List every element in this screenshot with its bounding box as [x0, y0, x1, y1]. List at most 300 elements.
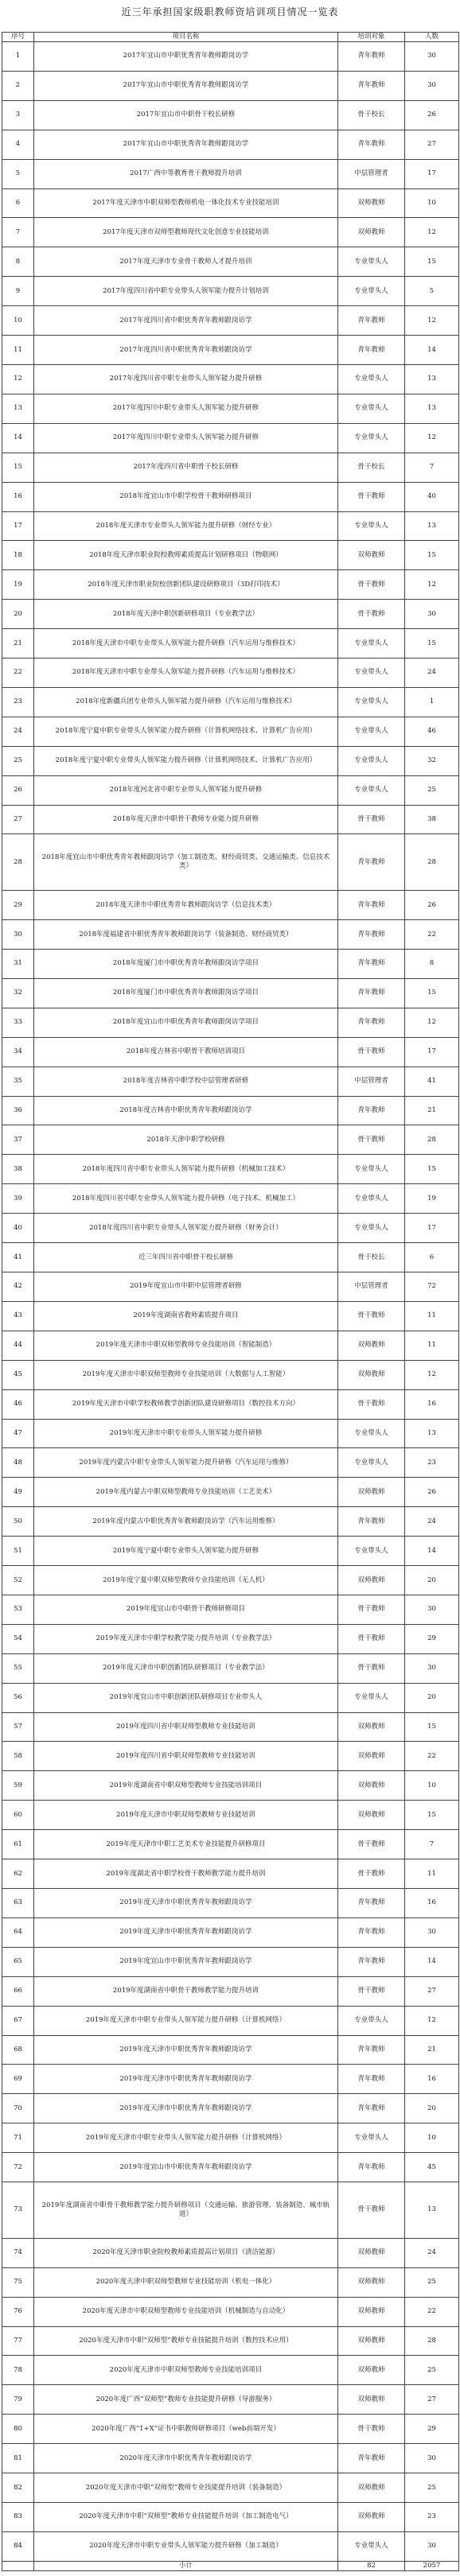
row-project-name: 2019年度天津市中职专业带头人领军能力提升研修	[34, 1419, 338, 1448]
row-count: 12	[405, 1008, 459, 1037]
row-count: 20	[405, 2094, 459, 2123]
row-count: 22	[405, 1742, 459, 1771]
row-count: 12	[405, 423, 459, 453]
table-row	[2, 1155, 459, 1184]
row-target: 青年教师	[338, 2094, 405, 2123]
row-count: 25	[405, 2473, 459, 2503]
footer-label: 小计	[34, 2562, 338, 2571]
row-target: 双师教师	[338, 2385, 405, 2415]
row-target: 骨干教师	[338, 570, 405, 600]
header-no: 序号	[2, 33, 34, 42]
row-no: 19	[2, 570, 34, 600]
row-no: 1	[2, 42, 34, 72]
row-no: 54	[2, 1624, 34, 1653]
row-no: 46	[2, 1389, 34, 1419]
table-row	[2, 2297, 459, 2326]
row-count: 8	[405, 950, 459, 979]
row-project-name: 2018年度吉林省中职优秀青年教师跟岗访学	[34, 1096, 338, 1125]
row-project-name: 2020年度天津中职双师型教师专业技能培训（机电一体化）	[34, 2267, 338, 2297]
row-project-name: 2019年度湖南省教师素质提升项目	[34, 1301, 338, 1331]
row-project-name: 2019年度宜山市中职中层管理者研修	[34, 1272, 338, 1301]
row-target: 青年教师	[338, 950, 405, 979]
row-project-name: 2018年度厦门市中职优秀青年教师跟岗访学项目	[34, 950, 338, 979]
row-count: 14	[405, 1947, 459, 1976]
row-count: 21	[405, 1096, 459, 1125]
row-no: 78	[2, 2356, 34, 2385]
row-target: 专业带头人	[338, 1448, 405, 1478]
row-project-name: 2018年度天津市专业带头人领军能力提升研修（财经专业）	[34, 511, 338, 541]
row-project-name: 2020年度天津市中职优秀青年教师跟岗访学	[34, 2444, 338, 2473]
row-project-name: 近三年四川省中职骨干校长研修	[34, 1243, 338, 1272]
row-count: 11	[405, 1331, 459, 1360]
row-no: 48	[2, 1448, 34, 1478]
row-project-name: 2020年度天津市中职“双师型”教师专业技能提升培训（数控技术应用）	[34, 2326, 338, 2356]
row-project-name: 2018年度宜山市中职学校骨干教师研修项目	[34, 482, 338, 511]
document-title: 近三年承担国家级职教师资培训项目情况一览表	[121, 6, 339, 17]
row-count: 15	[405, 1155, 459, 1184]
row-target: 青年教师	[338, 2065, 405, 2094]
row-no: 29	[2, 891, 34, 920]
row-no: 25	[2, 746, 34, 775]
table-row	[2, 805, 459, 834]
table-row	[2, 2182, 459, 2239]
row-project-name: 2020年度天津市中职双师型教师专业技能培训（机械制造与自动化）	[34, 2297, 338, 2326]
table-row	[2, 453, 459, 482]
row-target: 骨干教师	[338, 482, 405, 511]
row-project-name: 2020年度天津市中职双师型教师专业技能培训项目	[34, 2356, 338, 2385]
row-target: 青年教师	[338, 306, 405, 336]
row-count: 10	[405, 188, 459, 218]
row-target: 中层管理者	[338, 1067, 405, 1096]
row-no: 10	[2, 306, 34, 336]
row-no: 13	[2, 394, 34, 423]
header-target: 培训对象	[338, 33, 405, 42]
row-count: 25	[405, 775, 459, 805]
table-row	[2, 629, 459, 659]
row-no: 3	[2, 100, 34, 130]
row-project-name: 2018年度天津市中职骨干教师专业能力提升研修	[34, 805, 338, 834]
footer-people-total: 2057	[405, 2562, 459, 2571]
row-target: 中层管理者	[338, 1272, 405, 1301]
row-no: 27	[2, 805, 34, 834]
row-no: 80	[2, 2415, 34, 2444]
row-project-name: 2019年度内蒙古中职优秀青年教师跟岗访学（汽车运用维修）	[34, 1507, 338, 1537]
row-no: 23	[2, 687, 34, 717]
row-project-name: 2019年度宁夏中职专业带头人领军能力提升研修	[34, 1537, 338, 1566]
row-no: 61	[2, 1830, 34, 1859]
row-target: 青年教师	[338, 130, 405, 159]
row-count: 15	[405, 978, 459, 1008]
row-no: 53	[2, 1595, 34, 1624]
row-no: 35	[2, 1067, 34, 1096]
row-target: 双师教师	[338, 188, 405, 218]
row-target: 骨干教师	[338, 1653, 405, 1683]
table-row	[2, 2035, 459, 2065]
row-count: 7	[405, 453, 459, 482]
row-target: 专业带头人	[338, 2531, 405, 2561]
row-project-name: 2017年宜山市中职骨干校长研修	[34, 100, 338, 130]
row-no: 18	[2, 541, 34, 570]
table-row	[2, 482, 459, 511]
row-count: 6	[405, 1243, 459, 1272]
row-count: 30	[405, 1917, 459, 1947]
row-project-name: 2019年度天津市中职优秀青年教师跟岗访学	[34, 2065, 338, 2094]
row-target: 专业带头人	[338, 717, 405, 746]
row-no: 41	[2, 1243, 34, 1272]
row-no: 58	[2, 1742, 34, 1771]
row-project-name: 2018年度新疆兵团专业带头人领军能力提升研修（汽车运用与维修技术）	[34, 687, 338, 717]
row-project-name: 2019年度天津市中职双师型教师专业技能培训	[34, 1801, 338, 1830]
row-count: 16	[405, 2065, 459, 2094]
table-row	[2, 1125, 459, 1155]
footer-project-total: 82	[338, 2562, 405, 2571]
table-row	[2, 891, 459, 920]
row-count: 21	[405, 2035, 459, 2065]
table-row	[2, 159, 459, 188]
row-project-name: 2019年度天津市中职专业带头人领军能力提升研修（计算机网络）	[34, 2123, 338, 2153]
row-count: 29	[405, 2415, 459, 2444]
row-no: 69	[2, 2065, 34, 2094]
row-project-name: 2018年度宁夏中职专业带头人领军能力提升研修（计算机网络技术、计算机广告应用）	[34, 717, 338, 746]
row-target: 专业带头人	[338, 1155, 405, 1184]
row-project-name: 2019年度天津市中职优秀青年教师跟岗访学	[34, 2035, 338, 2065]
row-project-name: 2019年度湖南省中职骨干教师教学能力提升研修项目（交通运输、旅游管理、装备制造、城市轨道）	[34, 2182, 338, 2239]
row-target: 双师教师	[338, 1331, 405, 1360]
table-row	[2, 659, 459, 688]
row-target: 专业带头人	[338, 2123, 405, 2153]
row-target: 双师教师	[338, 2326, 405, 2356]
row-count: 27	[405, 130, 459, 159]
table-row	[2, 2502, 459, 2531]
row-count: 30	[405, 1653, 459, 1683]
row-project-name: 2018年度福建省中职优秀青年教师跟岗访学（装备制造、财经商贸类）	[34, 920, 338, 950]
row-no: 37	[2, 1125, 34, 1155]
row-project-name: 2019年度湖北省中职学校骨干教师教学能力提升培训	[34, 1859, 338, 1889]
table-row	[2, 394, 459, 423]
row-no: 47	[2, 1419, 34, 1448]
table-row	[2, 600, 459, 629]
row-no: 2	[2, 71, 34, 100]
row-count: 13	[405, 1419, 459, 1448]
row-no: 7	[2, 218, 34, 247]
row-target: 骨干教师	[338, 2415, 405, 2444]
row-no: 82	[2, 2473, 34, 2503]
table-row	[2, 717, 459, 746]
table-row	[2, 364, 459, 394]
row-count: 27	[405, 1976, 459, 2006]
row-project-name: 2017年度天津市双师型教师现代文化创意专业技能培训	[34, 218, 338, 247]
row-count: 28	[405, 2326, 459, 2356]
row-count: 14	[405, 1537, 459, 1566]
table-row	[2, 2385, 459, 2415]
row-target: 专业带头人	[338, 687, 405, 717]
table-row	[2, 1478, 459, 1507]
table-row	[2, 1712, 459, 1742]
row-count: 45	[405, 2153, 459, 2182]
row-count: 12	[405, 306, 459, 336]
row-project-name: 2020年度广西“双师型”教师专业技能提升研修（导游服务）	[34, 2385, 338, 2415]
row-count: 15	[405, 1801, 459, 1830]
row-target: 骨干教师	[338, 805, 405, 834]
row-count: 19	[405, 1184, 459, 1214]
table-row	[2, 1008, 459, 1037]
table-row	[2, 100, 459, 130]
row-count: 16	[405, 1889, 459, 1918]
row-target: 骨干教师	[338, 1830, 405, 1859]
row-project-name: 2019年度宜山市中职骨干教师研修项目	[34, 1595, 338, 1624]
row-project-name: 2017年度四川中职专业带头人领军能力提升研修	[34, 423, 338, 453]
row-target: 骨干教师	[338, 1301, 405, 1331]
row-target: 青年教师	[338, 920, 405, 950]
row-count: 24	[405, 1507, 459, 1537]
row-target: 双师教师	[338, 1742, 405, 1771]
row-project-name: 2017年度四川省中职专业带头人领军能力提升计划培训	[34, 277, 338, 306]
row-no: 50	[2, 1507, 34, 1537]
row-no: 42	[2, 1272, 34, 1301]
row-no: 59	[2, 1771, 34, 1801]
row-no: 52	[2, 1566, 34, 1595]
table-row	[2, 130, 459, 159]
row-target: 青年教师	[338, 2035, 405, 2065]
row-target: 青年教师	[338, 71, 405, 100]
row-count: 26	[405, 1478, 459, 1507]
row-no: 73	[2, 2182, 34, 2239]
row-count: 15	[405, 247, 459, 277]
row-no: 49	[2, 1478, 34, 1507]
row-target: 中层管理者	[338, 159, 405, 188]
table-row	[2, 1595, 459, 1624]
row-project-name: 2019年度内蒙古中职专业带头人领军能力提升研修（汽车运用与维修）	[34, 1448, 338, 1478]
row-target: 青年教师	[338, 834, 405, 891]
row-no: 32	[2, 978, 34, 1008]
row-project-name: 2019年度天津市中职创新团队研修项目（专业教学法）	[34, 1653, 338, 1683]
row-target: 双师教师	[338, 2502, 405, 2531]
table-row	[2, 1771, 459, 1801]
table-row	[2, 1096, 459, 1125]
table-row	[2, 1917, 459, 1947]
row-target: 双师教师	[338, 2297, 405, 2326]
table-row	[2, 2123, 459, 2153]
row-no: 38	[2, 1155, 34, 1184]
row-count: 25	[405, 2356, 459, 2385]
table-row	[2, 306, 459, 336]
row-count: 22	[405, 920, 459, 950]
row-count: 13	[405, 364, 459, 394]
row-count: 28	[405, 834, 459, 891]
row-target: 专业带头人	[338, 659, 405, 688]
row-count: 13	[405, 511, 459, 541]
row-project-name: 2018年度四川省中职专业带头人领军能力提升研修（财务会计）	[34, 1214, 338, 1243]
row-target: 双师教师	[338, 1801, 405, 1830]
table-row	[2, 1947, 459, 1976]
row-project-name: 2018年度天津市中职专业带头人领军能力提升研修（汽车运用与维修技术）	[34, 629, 338, 659]
row-no: 63	[2, 1889, 34, 1918]
row-project-name: 2019年度天津市中职优秀青年教师跟岗访学	[34, 1889, 338, 1918]
row-count: 17	[405, 159, 459, 188]
table-row	[2, 1243, 459, 1272]
row-project-name: 2018年度吉林省中职骨干教师培训项目	[34, 1037, 338, 1067]
row-count: 11	[405, 1859, 459, 1889]
row-target: 骨干教师	[338, 1976, 405, 2006]
row-count: 23	[405, 1448, 459, 1478]
row-no: 15	[2, 453, 34, 482]
row-no: 14	[2, 423, 34, 453]
footer-no	[2, 2562, 34, 2571]
row-target: 专业带头人	[338, 1537, 405, 1566]
row-count: 28	[405, 1125, 459, 1155]
row-target: 骨干教师	[338, 1859, 405, 1889]
row-no: 77	[2, 2326, 34, 2356]
table-row	[2, 1653, 459, 1683]
row-count: 32	[405, 746, 459, 775]
row-target: 骨干教师	[338, 1595, 405, 1624]
row-no: 40	[2, 1214, 34, 1243]
row-no: 12	[2, 364, 34, 394]
row-count: 30	[405, 1595, 459, 1624]
header-count: 人数	[405, 33, 459, 42]
row-target: 骨干教师	[338, 2182, 405, 2239]
table-row	[2, 2326, 459, 2356]
table-row	[2, 687, 459, 717]
row-count: 15	[405, 629, 459, 659]
row-project-name: 2018年度宜山市中职优秀青年教师跟岗访学（加工制造类、财经商贸类、交通运输类、信息技术类）	[34, 834, 338, 891]
row-target: 青年教师	[338, 891, 405, 920]
row-project-name: 2018年度四川省中职专业带头人领军能力提升研修（电子技术、机械加工）	[34, 1184, 338, 1214]
row-no: 9	[2, 277, 34, 306]
row-project-name: 2017年度四川省中职优秀青年教师跟岗访学	[34, 336, 338, 365]
row-count: 17	[405, 1037, 459, 1067]
row-count: 17	[405, 1214, 459, 1243]
row-count: 13	[405, 2182, 459, 2239]
row-target: 青年教师	[338, 1889, 405, 1918]
table-row	[2, 188, 459, 218]
row-target: 骨干教师	[338, 600, 405, 629]
row-project-name: 2019年度宜山市中职优秀青年教师跟岗访学	[34, 1947, 338, 1976]
table-row	[2, 2006, 459, 2035]
table-row	[2, 1067, 459, 1096]
row-no: 79	[2, 2385, 34, 2415]
row-no: 39	[2, 1184, 34, 1214]
table-row	[2, 71, 459, 100]
row-count: 16	[405, 1389, 459, 1419]
row-no: 16	[2, 482, 34, 511]
row-no: 72	[2, 2153, 34, 2182]
row-target: 青年教师	[338, 1947, 405, 1976]
row-project-name: 2018年度天津中职创新研修项目（专业教学法）	[34, 600, 338, 629]
row-no: 28	[2, 834, 34, 891]
row-no: 74	[2, 2238, 34, 2267]
row-no: 55	[2, 1653, 34, 1683]
row-count: 46	[405, 717, 459, 746]
row-count: 26	[405, 100, 459, 130]
table-row	[2, 1830, 459, 1859]
row-no: 60	[2, 1801, 34, 1830]
row-target: 专业带头人	[338, 2006, 405, 2035]
row-target: 骨干校长	[338, 100, 405, 130]
row-count: 20	[405, 1566, 459, 1595]
table-row	[2, 1301, 459, 1331]
row-project-name: 2017年度四川省中职骨干校长研修	[34, 453, 338, 482]
table-row	[2, 2065, 459, 2094]
table-row	[2, 1448, 459, 1478]
row-count: 24	[405, 659, 459, 688]
row-no: 84	[2, 2531, 34, 2561]
row-project-name: 2019年度天津市中职学校教学能力提升培训（专业教学法）	[34, 1624, 338, 1653]
row-project-name: 2017年度天津市中职双师型教师机电一体化技术专业技能培训	[34, 188, 338, 218]
row-target: 专业带头人	[338, 775, 405, 805]
row-no: 33	[2, 1008, 34, 1037]
row-no: 68	[2, 2035, 34, 2065]
table-row	[2, 423, 459, 453]
row-target: 骨干教师	[338, 1389, 405, 1419]
row-project-name: 2020年度天津市中职“双师型”教师专业技能提升培训（加工制造电气）	[34, 2502, 338, 2531]
row-project-name: 2018年度天津市中职优秀青年教师跟岗访学（信息技术类）	[34, 891, 338, 920]
row-no: 36	[2, 1096, 34, 1125]
row-project-name: 2019年度天津市中职优秀青年教师跟岗访学	[34, 2094, 338, 2123]
row-target: 专业带头人	[338, 394, 405, 423]
row-project-name: 2017年度四川省中职优秀青年教师跟岗访学	[34, 306, 338, 336]
row-project-name: 2018年度四川省中职专业带头人领军能力提升研修（机械加工技术）	[34, 1155, 338, 1184]
row-project-name: 2017广西中等教育骨干教师提升培训	[34, 159, 338, 188]
row-project-name: 2018年度宜山市中职优秀青年教师跟岗访学项目	[34, 1008, 338, 1037]
table-body	[2, 42, 459, 2562]
table-row	[2, 1037, 459, 1067]
table-row	[2, 42, 459, 72]
row-project-name: 2019年度内蒙古中职双师型教师专业技能培训（工艺美术）	[34, 1478, 338, 1507]
row-count: 30	[405, 600, 459, 629]
row-project-name: 2018年度宁夏中职专业带头人领军能力提升研修（计算机网络技术、计算机广告应用）	[34, 746, 338, 775]
row-count: 15	[405, 1712, 459, 1742]
row-project-name: 2019年度湖南省中职骨干教师教学能力提升培训	[34, 1976, 338, 2006]
row-project-name: 2018年度河北省中职专业带头人领军能力提升研修	[34, 775, 338, 805]
row-target: 双师教师	[338, 1360, 405, 1389]
row-count: 38	[405, 805, 459, 834]
row-target: 双师教师	[338, 2267, 405, 2297]
row-project-name: 2017年宜山市中职优秀青年教师跟岗访学	[34, 130, 338, 159]
row-target: 专业带头人	[338, 629, 405, 659]
table-row	[2, 511, 459, 541]
row-project-name: 2019年度天津市中职双师型教师专业技能培训（智能制造）	[34, 1331, 338, 1360]
row-target: 专业带头人	[338, 511, 405, 541]
row-no: 71	[2, 2123, 34, 2153]
row-target: 双师教师	[338, 2473, 405, 2503]
row-count: 15	[405, 541, 459, 570]
row-count: 12	[405, 2006, 459, 2035]
row-count: 24	[405, 2238, 459, 2267]
row-no: 64	[2, 1917, 34, 1947]
row-target: 双师教师	[338, 2356, 405, 2385]
table-row	[2, 1859, 459, 1889]
table-row	[2, 1537, 459, 1566]
row-target: 青年教师	[338, 2444, 405, 2473]
table-row	[2, 775, 459, 805]
table-row	[2, 1566, 459, 1595]
row-project-name: 2019年度天津市中职工艺美术专业技能提升研修项目	[34, 1830, 338, 1859]
row-project-name: 2018年度天津市中职专业带头人领军能力提升研修（汽车运用与维修技术）	[34, 659, 338, 688]
row-project-name: 2019年度天津市中职学校教师教学创新团队建设研修项目（数控技术方向）	[34, 1389, 338, 1419]
row-count: 10	[405, 2123, 459, 2153]
row-target: 双师教师	[338, 1566, 405, 1595]
table-row	[2, 1507, 459, 1537]
row-count: 29	[405, 1624, 459, 1653]
row-target: 青年教师	[338, 978, 405, 1008]
row-no: 5	[2, 159, 34, 188]
row-target: 专业带头人	[338, 746, 405, 775]
row-project-name: 2020年度广西“1+X”证书中职教师研修项目（web前端开发）	[34, 2415, 338, 2444]
row-target: 骨干教师	[338, 1037, 405, 1067]
row-no: 17	[2, 511, 34, 541]
row-target: 青年教师	[338, 336, 405, 365]
